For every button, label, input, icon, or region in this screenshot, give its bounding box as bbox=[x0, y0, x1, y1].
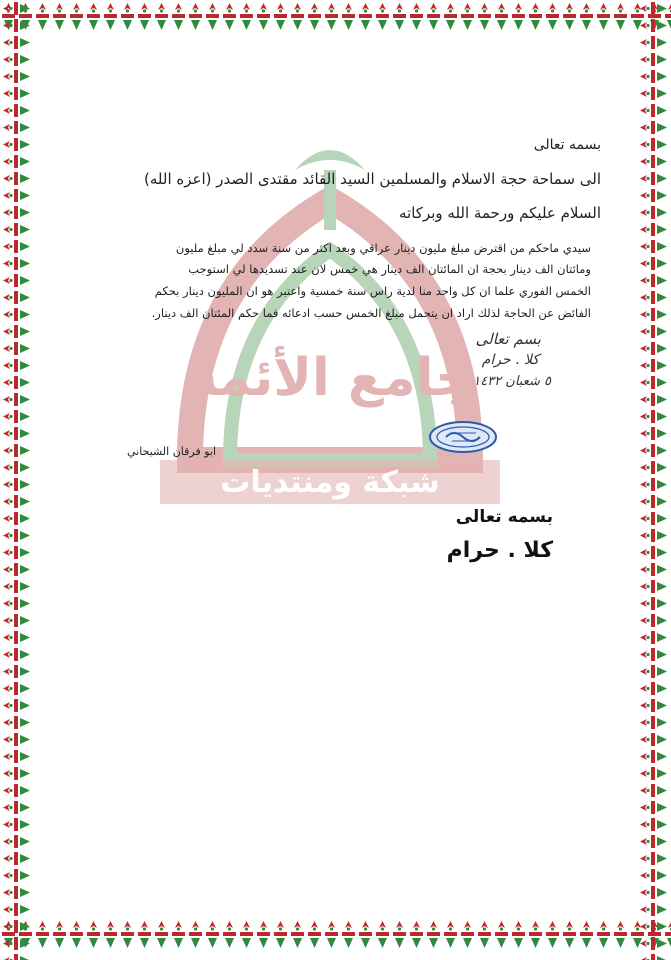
official-seal bbox=[428, 420, 498, 454]
letter-body-line-2: ومائتان الف دينار بحجة ان المائتان الف دينار هي خمس لان عند تسديدها لي استوجب bbox=[188, 262, 591, 276]
watermark-title: جامع الأئمة bbox=[187, 348, 473, 408]
reply-ruling: كلا . حرام bbox=[446, 538, 553, 563]
handwritten-line-3: ٥ شعبان ١٤٣٢ bbox=[473, 374, 551, 389]
letter-greeting: السلام عليكم ورحمة الله وبركاته bbox=[399, 204, 601, 222]
decorative-border-left bbox=[0, 0, 34, 960]
watermark-subtitle: شبكة ومنتديات bbox=[220, 465, 440, 500]
decorative-border-bottom bbox=[0, 918, 671, 952]
letter-address: الى سماحة حجة الاسلام والمسلمين السيد القائد مقتدى الصدر (اعزه الله) bbox=[144, 170, 601, 188]
decorative-border-right bbox=[637, 0, 671, 960]
decorative-border-top bbox=[0, 0, 671, 34]
letter-opening: بسمه تعالى bbox=[533, 137, 601, 153]
letter-signature: ابو فرقان الشيحاني bbox=[126, 445, 216, 458]
letter-body-line-4: الفائض عن الحاجة لذلك اراد ان يتحمل مبلغ الخمس حسب ادعائه فما حكم المئتان الف دينار. bbox=[151, 306, 591, 320]
letter-body-line-1: سيدي ماحكم من اقترض مبلغ مليون دينار عراقي وبعد اكثر من سنة سدد لي مبلغ مليون bbox=[175, 241, 591, 255]
handwritten-line-2: كلا . حرام bbox=[481, 352, 539, 368]
reply-opening: بسمه تعالى bbox=[455, 507, 553, 527]
handwritten-line-1: بسم تعالى bbox=[475, 330, 541, 348]
letter-body-line-3: الخمس الفوري علما ان كل واحد منا لدية راس سنة خمسية واعتبر هو ان المليون دينار بحكم bbox=[154, 284, 591, 298]
